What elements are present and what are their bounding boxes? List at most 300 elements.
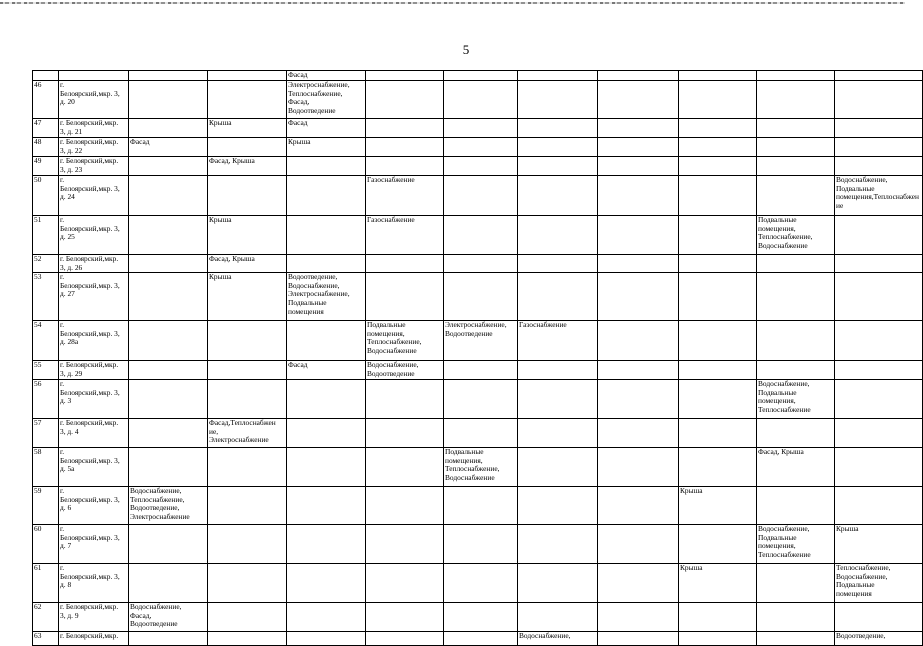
cell-text: Электроснабжение, Теплоснабжение, Фасад, Водоотведение [288,80,350,115]
table-cell-col-4 [287,157,366,176]
table-cell-col-6 [444,525,518,564]
table-row [33,255,923,273]
table-cell-col-4 [287,255,366,273]
table-cell-col-8 [598,603,679,632]
cell-text: г. Белоярский,мкр. 3, д. 20 [60,80,120,107]
table-cell-row-number [33,321,59,361]
table-cell-row-number [33,448,59,487]
table-cell-col-6 [444,487,518,525]
table-cell-col-11 [835,525,923,564]
table-cell-address [59,273,129,321]
table-row [33,603,923,632]
table-cell-row-number [33,603,59,632]
table-cell-col-10 [757,138,835,157]
table-cell-col-6 [444,632,518,646]
cell-text: 61 [34,563,42,573]
table-cell-col-2 [129,632,208,646]
table-cell-col-3 [208,81,287,119]
cell-text: Водоснабжение, Теплоснабжение, Водоотведение, Электроснабжение [130,486,190,521]
table-row [33,380,923,419]
cell-text: г. Белоярский,мкр. 3, д. 29 [60,360,119,378]
table-cell-row-number [33,71,59,81]
cell-text: Водоснабжение, Подвальные помещения, Теплоснабжение [758,524,811,559]
table-cell-col-4 [287,380,366,419]
table-cell-col-8 [598,119,679,138]
table-cell-col-9 [679,361,757,380]
table-cell-col-5 [366,419,444,448]
table-cell-col-11 [835,273,923,321]
table-cell-col-9 [679,564,757,603]
table-cell-col-5 [366,603,444,632]
table-cell-col-5 [366,525,444,564]
table-cell-col-3 [208,71,287,81]
cell-text: Водоотведение, Водоснабжение, Электроснабжение, Подвальные помещения [288,272,350,316]
table-cell-col-6 [444,273,518,321]
table-cell-col-10 [757,487,835,525]
table-row [33,487,923,525]
table-cell-col-10 [757,603,835,632]
table-cell-col-9 [679,157,757,176]
table-cell-col-6 [444,81,518,119]
table-cell-col-3 [208,380,287,419]
table-cell-col-11 [835,603,923,632]
table-cell-col-8 [598,71,679,81]
table-cell-col-3 [208,487,287,525]
table-row [33,525,923,564]
table-cell-col-9 [679,255,757,273]
table-cell-col-8 [598,255,679,273]
table-cell-col-2 [129,380,208,419]
table-cell-col-4 [287,632,366,646]
table-cell-col-4 [287,487,366,525]
cell-text: 54 [34,320,42,330]
table-cell-row-number [33,138,59,157]
table-cell-col-5 [366,119,444,138]
table-cell-col-3 [208,176,287,216]
table-cell-col-8 [598,321,679,361]
table-row [33,157,923,176]
table-cell-col-6 [444,603,518,632]
table-cell-col-7 [518,138,598,157]
table-row [33,361,923,380]
table-row [33,632,923,646]
table-cell-col-2 [129,81,208,119]
cell-text: 60 [34,524,42,534]
cell-text: Крыша [209,118,232,127]
table-cell-col-7 [518,255,598,273]
cell-text: Крыша [836,524,859,534]
table-row [33,138,923,157]
cell-text: г. Белоярский,мкр. 3, д. 23 [60,156,119,174]
table-cell-col-9 [679,448,757,487]
table-cell-row-number [33,632,59,646]
table-cell-col-6 [444,119,518,138]
table-cell-col-9 [679,632,757,646]
table-cell-col-4 [287,81,366,119]
cell-text: Газоснабжение [519,320,567,330]
table-cell-col-6 [444,448,518,487]
cell-text: Водоснабжение, Фасад, Водоотведение [130,602,182,629]
table-cell-col-9 [679,603,757,632]
table-cell-col-3 [208,448,287,487]
table-cell-col-8 [598,138,679,157]
table-cell-col-8 [598,81,679,119]
table-cell-col-7 [518,216,598,255]
cell-text: 46 [34,80,42,89]
table-cell-address [59,176,129,216]
table-cell-col-7 [518,119,598,138]
table-row [33,81,923,119]
cell-text: г. Белоярский,мкр. 3, д. 7 [60,524,120,551]
table-cell-address [59,71,129,81]
cell-text: Водоснабжение, Подвальные помещения,Теплоснабжение [836,175,919,210]
cell-text: 50 [34,175,42,184]
table-cell-address [59,138,129,157]
table-cell-col-3 [208,321,287,361]
cell-text: г. Белоярский,мкр. [60,631,119,641]
cell-text: Фасад [288,70,308,79]
table-cell-col-7 [518,361,598,380]
table-cell-col-5 [366,564,444,603]
cell-text: Крыша [209,215,232,224]
table-cell-col-5 [366,71,444,81]
table-cell-col-8 [598,419,679,448]
cell-text: г. Белоярский,мкр. 3, д. 21 [60,118,119,136]
table-cell-col-4 [287,138,366,157]
table-cell-address [59,448,129,487]
table-cell-col-9 [679,525,757,564]
table-cell-col-7 [518,321,598,361]
table-cell-col-10 [757,119,835,138]
cell-text: Крыша [680,486,703,496]
table-cell-col-2 [129,525,208,564]
table-cell-col-11 [835,632,923,646]
table-cell-col-11 [835,157,923,176]
table-cell-address [59,564,129,603]
table-row [33,119,923,138]
table-cell-col-9 [679,321,757,361]
cell-text: 63 [34,631,42,641]
table-cell-address [59,419,129,448]
table-cell-col-7 [518,419,598,448]
table-cell-col-11 [835,138,923,157]
table-cell-col-7 [518,564,598,603]
table-cell-col-5 [366,81,444,119]
table-cell-col-8 [598,448,679,487]
table-cell-col-2 [129,216,208,255]
table-cell-col-3 [208,273,287,321]
table-cell-col-7 [518,157,598,176]
table-cell-col-3 [208,564,287,603]
table-cell-col-3 [208,138,287,157]
table-cell-col-2 [129,448,208,487]
table-cell-col-9 [679,119,757,138]
table-cell-col-9 [679,487,757,525]
table-row [33,273,923,321]
cell-text: г. Белоярский,мкр. 3, д. 9 [60,602,119,620]
repair-schedule-table [32,70,923,646]
table-cell-col-10 [757,321,835,361]
cell-text: Газоснабжение [367,175,415,184]
cell-text: Фасад [288,118,308,127]
table-cell-col-6 [444,255,518,273]
table-cell-col-4 [287,603,366,632]
cell-text: Газоснабжение [367,215,415,224]
table-cell-col-5 [366,216,444,255]
table-cell-col-10 [757,525,835,564]
table-cell-col-5 [366,138,444,157]
table-cell-address [59,487,129,525]
cell-text: 58 [34,447,42,457]
cell-text: 62 [34,602,42,612]
table-cell-col-2 [129,157,208,176]
cell-text: г. Белоярский,мкр. 3, д. 8 [60,563,120,590]
table-cell-col-4 [287,321,366,361]
cell-text: 52 [34,254,42,263]
cell-text: 55 [34,360,42,370]
table-cell-address [59,157,129,176]
table-cell-col-11 [835,255,923,273]
table-cell-col-6 [444,321,518,361]
table-cell-col-7 [518,487,598,525]
table-cell-col-9 [679,419,757,448]
cell-text: г. Белоярский,мкр. 3, д. 4 [60,418,119,436]
cell-text: Фасад [288,360,308,370]
table-cell-col-8 [598,525,679,564]
cell-text: 53 [34,272,42,282]
cell-text: Фасад [130,137,150,146]
table-cell-col-3 [208,419,287,448]
table-cell-row-number [33,273,59,321]
cell-text: Подвальные помещения, Теплоснабжение, Водоснабжение [758,215,813,250]
table-row [33,321,923,361]
table-cell-col-5 [366,632,444,646]
table-cell-col-11 [835,361,923,380]
table-cell-col-11 [835,119,923,138]
cell-text: Крыша [288,137,311,146]
table-cell-col-8 [598,632,679,646]
cell-text: Фасад, Крыша [209,254,255,263]
cell-text: Фасад, Крыша [209,156,255,165]
cell-text: г. Белоярский,мкр. 3, д. 27 [60,272,120,299]
cell-text: Крыша [209,272,232,282]
table-cell-col-11 [835,216,923,255]
table-row [33,564,923,603]
table-cell-row-number [33,255,59,273]
table-row [33,419,923,448]
table-cell-col-10 [757,448,835,487]
cell-text: Крыша [680,563,703,573]
table-cell-address [59,321,129,361]
table-cell-col-8 [598,361,679,380]
table-cell-address [59,361,129,380]
table-cell-row-number [33,176,59,216]
table-cell-col-9 [679,81,757,119]
table-cell-col-9 [679,273,757,321]
table-cell-row-number [33,216,59,255]
table-cell-col-2 [129,273,208,321]
table-cell-col-4 [287,273,366,321]
table-cell-col-6 [444,138,518,157]
table-cell-col-11 [835,448,923,487]
table-cell-col-2 [129,119,208,138]
table-cell-col-9 [679,380,757,419]
table-cell-col-11 [835,321,923,361]
cell-text: г. Белоярский,мкр. 3, д. 3 [60,379,120,406]
table-cell-col-6 [444,157,518,176]
table-cell-row-number [33,119,59,138]
table-cell-col-3 [208,525,287,564]
table-cell-col-4 [287,564,366,603]
cell-text: Водоснабжение, [519,631,571,641]
table-cell-col-5 [366,176,444,216]
table-cell-col-6 [444,361,518,380]
table-cell-col-4 [287,176,366,216]
cell-text: г. Белоярский,мкр. 3, д. 28а [60,320,120,347]
table-cell-col-9 [679,176,757,216]
table-cell-col-8 [598,273,679,321]
table-cell-col-5 [366,321,444,361]
table-cell-col-11 [835,380,923,419]
table-cell-address [59,603,129,632]
table-cell-col-8 [598,380,679,419]
table-row [33,176,923,216]
table-row [33,71,923,81]
table-cell-col-4 [287,216,366,255]
table-cell-col-7 [518,525,598,564]
table-cell-col-2 [129,321,208,361]
table-cell-col-10 [757,176,835,216]
table-cell-col-7 [518,176,598,216]
table-cell-col-10 [757,632,835,646]
table-cell-address [59,255,129,273]
table-cell-col-8 [598,157,679,176]
table-cell-col-7 [518,71,598,81]
table-cell-col-8 [598,564,679,603]
table-cell-row-number [33,361,59,380]
cell-text: г. Белоярский,мкр. 3, д. 26 [60,254,119,272]
table-cell-col-8 [598,176,679,216]
table-cell-col-6 [444,380,518,419]
table-cell-address [59,380,129,419]
table-cell-col-6 [444,71,518,81]
table-cell-col-3 [208,603,287,632]
table-cell-address [59,81,129,119]
table-cell-row-number [33,419,59,448]
table-cell-col-10 [757,419,835,448]
table-cell-row-number [33,81,59,119]
table-cell-row-number [33,487,59,525]
table-cell-col-6 [444,176,518,216]
table-cell-row-number [33,525,59,564]
table-cell-col-11 [835,71,923,81]
cell-text: Подвальные помещения, Теплоснабжение, Водоснабжение [445,447,500,482]
table-cell-col-10 [757,71,835,81]
table-cell-col-11 [835,81,923,119]
table-cell-col-7 [518,448,598,487]
table-cell-col-10 [757,564,835,603]
table-cell-col-2 [129,361,208,380]
table-cell-col-8 [598,487,679,525]
table-cell-col-3 [208,255,287,273]
table-cell-col-9 [679,138,757,157]
table-cell-col-5 [366,157,444,176]
cell-text: 59 [34,486,42,496]
table-cell-address [59,119,129,138]
table-cell-col-4 [287,71,366,81]
cell-text: Теплоснабжение, Водоснабжение, Подвальные помещения [836,563,891,598]
cell-text: 47 [34,118,42,127]
table-cell-col-10 [757,255,835,273]
table-cell-col-4 [287,525,366,564]
table-cell-col-10 [757,273,835,321]
table-cell-col-4 [287,448,366,487]
scan-artifact-line [0,2,905,4]
table-cell-col-11 [835,487,923,525]
table-cell-col-2 [129,138,208,157]
table-cell-col-7 [518,273,598,321]
cell-text: Фасад, Крыша [758,447,804,457]
table-cell-col-10 [757,380,835,419]
cell-text: 56 [34,379,42,389]
table-cell-col-2 [129,255,208,273]
table-cell-col-2 [129,71,208,81]
table-cell-col-3 [208,361,287,380]
table-cell-col-4 [287,419,366,448]
table-cell-col-5 [366,380,444,419]
table-cell-col-5 [366,361,444,380]
table-cell-col-2 [129,487,208,525]
table-cell-col-2 [129,564,208,603]
table-cell-address [59,525,129,564]
table-cell-col-6 [444,419,518,448]
cell-text: 57 [34,418,42,428]
table-cell-col-6 [444,564,518,603]
cell-text: 49 [34,156,42,165]
table-cell-col-10 [757,81,835,119]
table-cell-col-9 [679,216,757,255]
cell-text: Водоснабжение, Водоотведение [367,360,419,378]
table-cell-col-3 [208,157,287,176]
cell-text: г. Белоярский,мкр. 3, д. 6 [60,486,120,513]
table-row [33,448,923,487]
page-number: 5 [462,42,470,57]
cell-text: 48 [34,137,42,146]
table-row [33,216,923,255]
table-cell-col-5 [366,487,444,525]
table-cell-col-2 [129,419,208,448]
table-cell-col-2 [129,176,208,216]
cell-text: Фасад,Теплоснабжен ие, Электроснабжение [209,418,276,445]
table-cell-col-4 [287,119,366,138]
table-cell-col-10 [757,216,835,255]
table-cell-col-5 [366,255,444,273]
table-cell-col-4 [287,361,366,380]
cell-text: Подвальные помещения, Теплоснабжение, Водоснабжение [367,320,422,355]
table-cell-address [59,216,129,255]
table-cell-col-7 [518,632,598,646]
table-cell-col-3 [208,632,287,646]
cell-text: Водоснабжение, Подвальные помещения, Теплоснабжение [758,379,811,414]
cell-text: Электроснабжение, Водоотведение [445,320,507,338]
table-cell-col-7 [518,81,598,119]
cell-text: г. Белоярский,мкр. 3, д. 25 [60,215,120,242]
table-cell-col-10 [757,157,835,176]
table-cell-col-7 [518,380,598,419]
table-cell-row-number [33,564,59,603]
table-cell-col-10 [757,361,835,380]
table-cell-address [59,632,129,646]
